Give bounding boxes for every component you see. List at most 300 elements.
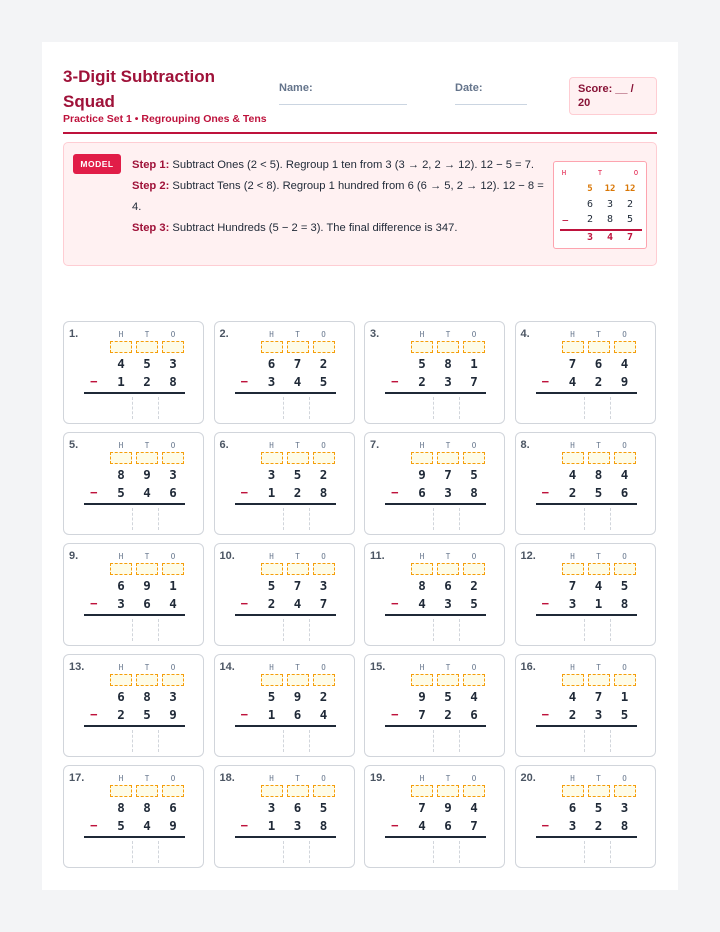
tens-place-label: T (295, 441, 300, 450)
model-badge: MODEL (73, 154, 121, 174)
ones-regroup-box[interactable] (313, 674, 335, 686)
tens-regroup-box[interactable] (437, 563, 459, 575)
subtrahend-digit: 2 (293, 485, 302, 500)
column-guide (283, 730, 284, 752)
subtrahend-digit: 6 (169, 485, 177, 500)
subtrahend-digit: 8 (169, 374, 177, 389)
answer-line (536, 392, 637, 394)
tens-regroup-box[interactable] (437, 785, 459, 797)
answer-line (235, 503, 336, 505)
minus-sign: − (391, 374, 399, 389)
minuend-digit: 9 (293, 689, 302, 704)
ones-place-label: O (321, 552, 326, 561)
column-guide (584, 841, 585, 863)
ones-regroup-box[interactable] (313, 785, 335, 797)
subtrahend-digit: 6 (444, 818, 452, 833)
hundreds-regroup-box[interactable] (562, 785, 584, 797)
minus-sign: − (90, 374, 98, 389)
subtrahend-digit: 5 (470, 596, 478, 611)
column-guide (459, 730, 460, 752)
mini-result-digit: 4 (606, 232, 614, 243)
tens-place-label: T (445, 663, 451, 672)
subtrahend-digit: 5 (594, 485, 603, 500)
minuend-digit: 6 (594, 356, 603, 371)
problem-card (364, 321, 505, 424)
minuend-digit: 4 (620, 467, 629, 482)
column-guide (309, 397, 310, 419)
step-text: Subtract Tens (2 < 8). Regroup 1 hundred from 6 (6 → 5, 2 → 12). 12 − 8 = 4. (132, 180, 544, 213)
hundreds-regroup-box[interactable] (411, 674, 433, 686)
tens-regroup-box[interactable] (136, 785, 158, 797)
tens-place-label: T (295, 774, 300, 783)
mini-hundreds-header: H (561, 169, 567, 177)
minuend-digit: 8 (117, 800, 125, 815)
subtrahend-digit: 6 (620, 485, 629, 500)
problem-number: 5. (69, 439, 79, 451)
problem-card (63, 765, 204, 868)
tens-regroup-box[interactable] (287, 563, 309, 575)
answer-line (84, 836, 185, 838)
ones-regroup-box[interactable] (614, 785, 636, 797)
ones-regroup-box[interactable] (313, 452, 335, 464)
column-guide (309, 841, 310, 863)
page-subtitle: Practice Set 1 • Regrouping Ones & Tens (63, 113, 267, 125)
column-guide (610, 730, 611, 752)
subtrahend-digit: 4 (568, 374, 577, 389)
subtrahend-digit: 9 (169, 707, 177, 722)
ones-place-label: O (321, 663, 326, 672)
ones-place-label: O (170, 441, 176, 450)
minuend-digit: 8 (444, 356, 452, 371)
tens-place-label: T (596, 552, 601, 561)
answer-line (84, 614, 185, 616)
column-guide (283, 508, 284, 530)
subtrahend-digit: 3 (444, 485, 452, 500)
ones-regroup-box[interactable] (162, 452, 184, 464)
subtrahend-digit: 4 (319, 707, 328, 722)
problem-card (515, 765, 656, 868)
minuend-digit: 1 (470, 356, 478, 371)
ones-regroup-box[interactable] (463, 674, 485, 686)
subtrahend-digit: 6 (470, 707, 478, 722)
mini-result-digit: 3 (586, 232, 594, 243)
tens-place-label: T (144, 441, 150, 450)
tens-regroup-box[interactable] (588, 674, 610, 686)
minuend-digit: 7 (594, 689, 603, 704)
tens-regroup-box[interactable] (136, 341, 158, 353)
minus-sign: − (391, 818, 399, 833)
date-field[interactable] (455, 82, 483, 94)
ones-regroup-box[interactable] (162, 341, 184, 353)
problem-card (515, 321, 656, 424)
column-guide (459, 841, 460, 863)
hundreds-regroup-box[interactable] (411, 452, 433, 464)
mini-bottom-digit: 5 (626, 214, 634, 225)
ones-regroup-box[interactable] (162, 785, 184, 797)
hundreds-regroup-box[interactable] (411, 785, 433, 797)
problem-grid (63, 321, 656, 868)
minus-sign: − (541, 374, 550, 389)
mini-bottom-digit: 8 (606, 214, 614, 225)
ones-regroup-box[interactable] (614, 563, 636, 575)
mini-borrow-ones: 12 (624, 184, 636, 194)
minuend-digit: 3 (169, 689, 177, 704)
hundreds-regroup-box[interactable] (110, 674, 132, 686)
subtrahend-digit: 4 (293, 596, 302, 611)
problem-card (63, 654, 204, 757)
problem-number: 2. (219, 328, 229, 340)
subtrahend-digit: 2 (444, 707, 452, 722)
tens-regroup-box[interactable] (136, 452, 158, 464)
subtrahend-digit: 3 (568, 818, 577, 833)
subtrahend-digit: 9 (169, 818, 177, 833)
subtrahend-digit: 2 (594, 818, 603, 833)
subtrahend-digit: 6 (143, 596, 151, 611)
problem-number: 6. (219, 439, 229, 451)
answer-line (385, 725, 486, 727)
tens-regroup-box[interactable] (437, 674, 459, 686)
column-guide (158, 397, 159, 419)
minuend-digit: 7 (568, 356, 577, 371)
ones-place-label: O (622, 552, 627, 561)
subtrahend-digit: 1 (267, 818, 276, 833)
problem-card (515, 432, 656, 535)
minus-sign: − (90, 707, 98, 722)
problem-number: 13. (69, 661, 85, 673)
column-guide (433, 397, 434, 419)
column-guide (132, 397, 133, 419)
problem-card (63, 321, 204, 424)
minuend-digit: 4 (620, 356, 629, 371)
answer-line (385, 614, 486, 616)
ones-place-label: O (170, 774, 176, 783)
ones-place-label: O (321, 330, 326, 339)
hundreds-place-label: H (419, 330, 425, 339)
column-guide (610, 397, 611, 419)
tens-regroup-box[interactable] (588, 452, 610, 464)
minuend-digit: 4 (568, 467, 577, 482)
tens-place-label: T (445, 774, 451, 783)
hundreds-place-label: H (570, 330, 575, 339)
problem-number: 14. (219, 661, 235, 673)
answer-line (235, 836, 336, 838)
hundreds-regroup-box[interactable] (110, 785, 132, 797)
subtrahend-digit: 7 (470, 818, 478, 833)
ones-place-label: O (170, 552, 176, 561)
minuend-digit: 5 (594, 800, 603, 815)
subtrahend-digit: 6 (293, 707, 302, 722)
tens-regroup-box[interactable] (287, 341, 309, 353)
ones-regroup-box[interactable] (614, 341, 636, 353)
minuend-digit: 6 (169, 800, 177, 815)
subtrahend-digit: 7 (418, 707, 426, 722)
mini-minus-sign: − (562, 214, 569, 227)
subtrahend-digit: 3 (568, 596, 577, 611)
column-guide (309, 619, 310, 641)
problem-card (515, 543, 656, 646)
minuend-digit: 3 (169, 356, 177, 371)
ones-regroup-box[interactable] (614, 452, 636, 464)
tens-place-label: T (445, 330, 451, 339)
subtrahend-digit: 5 (143, 707, 151, 722)
minus-sign: − (391, 596, 399, 611)
minus-sign: − (391, 485, 399, 500)
ones-place-label: O (321, 774, 326, 783)
hundreds-place-label: H (570, 441, 575, 450)
hundreds-regroup-box[interactable] (411, 341, 433, 353)
subtrahend-digit: 2 (143, 374, 151, 389)
column-guide (433, 619, 434, 641)
column-guide (309, 508, 310, 530)
step-label: Step 3: (132, 222, 170, 234)
minus-sign: − (240, 707, 249, 722)
ones-place-label: O (622, 441, 627, 450)
ones-place-label: O (471, 330, 477, 339)
subtrahend-digit: 5 (319, 374, 328, 389)
hundreds-place-label: H (118, 330, 124, 339)
hundreds-regroup-box[interactable] (562, 452, 584, 464)
ones-place-label: O (321, 441, 326, 450)
hundreds-place-label: H (269, 552, 274, 561)
answer-line (385, 503, 486, 505)
column-guide (158, 841, 159, 863)
minus-sign: − (90, 596, 98, 611)
column-guide (459, 619, 460, 641)
subtrahend-digit: 4 (143, 485, 151, 500)
tens-regroup-box[interactable] (588, 563, 610, 575)
hundreds-place-label: H (118, 774, 124, 783)
mini-result-digit: 7 (626, 232, 634, 243)
model-step-2 (132, 176, 550, 218)
problem-number: 3. (370, 328, 380, 340)
minuend-digit: 1 (620, 689, 629, 704)
tens-place-label: T (144, 663, 150, 672)
minuend-digit: 9 (143, 467, 151, 482)
column-guide (158, 619, 159, 641)
hundreds-place-label: H (419, 552, 425, 561)
hundreds-regroup-box[interactable] (110, 341, 132, 353)
column-guide (132, 508, 133, 530)
hundreds-regroup-box[interactable] (562, 563, 584, 575)
hundreds-regroup-box[interactable] (110, 452, 132, 464)
column-guide (433, 841, 434, 863)
tens-place-label: T (596, 774, 601, 783)
column-guide (158, 508, 159, 530)
minus-sign: − (391, 707, 399, 722)
hundreds-regroup-box[interactable] (110, 563, 132, 575)
hundreds-place-label: H (269, 330, 274, 339)
ones-regroup-box[interactable] (614, 674, 636, 686)
subtrahend-digit: 1 (594, 596, 603, 611)
minus-sign: − (541, 485, 550, 500)
hundreds-regroup-box[interactable] (261, 341, 283, 353)
hundreds-regroup-box[interactable] (261, 452, 283, 464)
tens-place-label: T (144, 330, 150, 339)
subtrahend-digit: 4 (169, 596, 177, 611)
tens-place-label: T (445, 441, 451, 450)
problem-number: 1. (69, 328, 79, 340)
hundreds-regroup-box[interactable] (562, 341, 584, 353)
minuend-digit: 3 (267, 800, 276, 815)
tens-regroup-box[interactable] (287, 785, 309, 797)
subtrahend-digit: 2 (568, 485, 577, 500)
page-title: 3-Digit Subtraction Squad (63, 67, 216, 111)
ones-place-label: O (471, 774, 477, 783)
minuend-digit: 6 (568, 800, 577, 815)
problem-number: 15. (370, 661, 386, 673)
subtrahend-digit: 7 (470, 374, 478, 389)
tens-place-label: T (144, 774, 150, 783)
tens-regroup-box[interactable] (136, 674, 158, 686)
minuend-digit: 9 (418, 689, 426, 704)
hundreds-place-label: H (269, 663, 274, 672)
tens-regroup-box[interactable] (437, 452, 459, 464)
score-box[interactable]: Score: __ / 20 (569, 77, 657, 115)
hundreds-place-label: H (419, 774, 425, 783)
column-guide (610, 841, 611, 863)
minuend-digit: 4 (568, 689, 577, 704)
ones-place-label: O (622, 774, 627, 783)
minus-sign: − (90, 485, 98, 500)
subtrahend-digit: 8 (319, 485, 328, 500)
problem-number: 10. (219, 550, 235, 562)
problem-number: 7. (370, 439, 380, 451)
tens-place-label: T (445, 552, 451, 561)
ones-place-label: O (471, 552, 477, 561)
ones-regroup-box[interactable] (162, 674, 184, 686)
tens-place-label: T (295, 663, 300, 672)
step-text: Subtract Ones (2 < 5). Regroup 1 ten from 3 (3 → 2, 2 → 12). 12 − 5 = 7. (169, 159, 535, 171)
subtrahend-digit: 3 (293, 818, 302, 833)
hundreds-regroup-box[interactable] (261, 785, 283, 797)
problem-number: 12. (520, 550, 536, 562)
column-guide (584, 397, 585, 419)
date-label: Date: (455, 82, 483, 94)
minuend-digit: 9 (143, 578, 151, 593)
tens-regroup-box[interactable] (588, 341, 610, 353)
hundreds-regroup-box[interactable] (261, 563, 283, 575)
problem-number: 18. (219, 772, 235, 784)
tens-regroup-box[interactable] (287, 452, 309, 464)
answer-line (235, 392, 336, 394)
problem-card (63, 432, 204, 535)
column-guide (132, 619, 133, 641)
column-guide (610, 508, 611, 530)
column-guide (584, 508, 585, 530)
subtrahend-digit: 2 (117, 707, 125, 722)
ones-place-label: O (170, 663, 176, 672)
mini-top-digit: 2 (626, 199, 634, 210)
hundreds-place-label: H (570, 552, 575, 561)
answer-line (84, 392, 185, 394)
subtrahend-digit: 5 (117, 485, 125, 500)
column-guide (132, 841, 133, 863)
hundreds-regroup-box[interactable] (562, 674, 584, 686)
problem-card (214, 654, 355, 757)
minus-sign: − (240, 374, 249, 389)
ones-regroup-box[interactable] (162, 563, 184, 575)
subtrahend-digit: 6 (418, 485, 426, 500)
hundreds-regroup-box[interactable] (261, 674, 283, 686)
column-guide (610, 619, 611, 641)
answer-line (536, 503, 637, 505)
subtrahend-digit: 1 (267, 707, 276, 722)
hundreds-place-label: H (118, 663, 124, 672)
name-field[interactable] (279, 82, 313, 94)
hundreds-place-label: H (118, 552, 124, 561)
tens-place-label: T (596, 330, 601, 339)
minuend-digit: 6 (444, 578, 452, 593)
model-step-3 (132, 218, 550, 239)
subtrahend-digit: 8 (470, 485, 478, 500)
answer-line (385, 836, 486, 838)
minuend-digit: 2 (470, 578, 478, 593)
problem-card (214, 543, 355, 646)
model-step-1 (132, 155, 550, 176)
ones-regroup-box[interactable] (313, 341, 335, 353)
problem-card (364, 765, 505, 868)
minuend-digit: 5 (319, 800, 328, 815)
column-guide (433, 730, 434, 752)
problem-card (214, 765, 355, 868)
step-label: Step 1: (132, 159, 170, 171)
minuend-digit: 2 (319, 356, 328, 371)
minuend-digit: 5 (620, 578, 629, 593)
minuend-digit: 3 (319, 578, 328, 593)
minus-sign: − (541, 596, 550, 611)
minuend-digit: 3 (267, 467, 276, 482)
minuend-digit: 7 (293, 578, 302, 593)
ones-regroup-box[interactable] (463, 452, 485, 464)
tens-regroup-box[interactable] (588, 785, 610, 797)
problem-card (515, 654, 656, 757)
minus-sign: − (541, 707, 550, 722)
problem-card (364, 543, 505, 646)
mini-top-digit: 3 (606, 199, 614, 210)
tens-regroup-box[interactable] (136, 563, 158, 575)
minus-sign: − (240, 818, 249, 833)
worksheet-header (63, 64, 657, 134)
ones-regroup-box[interactable] (463, 563, 485, 575)
subtrahend-digit: 4 (418, 818, 426, 833)
subtrahend-digit: 3 (594, 707, 603, 722)
name-line (279, 104, 407, 105)
answer-line (536, 725, 637, 727)
minuend-digit: 7 (444, 467, 452, 482)
subtrahend-digit: 3 (117, 596, 125, 611)
subtrahend-digit: 2 (594, 374, 603, 389)
answer-line (536, 614, 637, 616)
tens-regroup-box[interactable] (287, 674, 309, 686)
tens-place-label: T (295, 330, 300, 339)
answer-line (536, 836, 637, 838)
column-guide (158, 730, 159, 752)
ones-regroup-box[interactable] (463, 785, 485, 797)
ones-regroup-box[interactable] (313, 563, 335, 575)
hundreds-place-label: H (419, 663, 425, 672)
problem-card (63, 543, 204, 646)
subtrahend-digit: 3 (444, 374, 452, 389)
hundreds-place-label: H (269, 774, 274, 783)
hundreds-regroup-box[interactable] (411, 563, 433, 575)
minuend-digit: 5 (418, 356, 426, 371)
minuend-digit: 6 (293, 800, 302, 815)
tens-regroup-box[interactable] (437, 341, 459, 353)
ones-regroup-box[interactable] (463, 341, 485, 353)
minuend-digit: 6 (117, 689, 125, 704)
subtrahend-digit: 4 (293, 374, 302, 389)
column-guide (309, 730, 310, 752)
